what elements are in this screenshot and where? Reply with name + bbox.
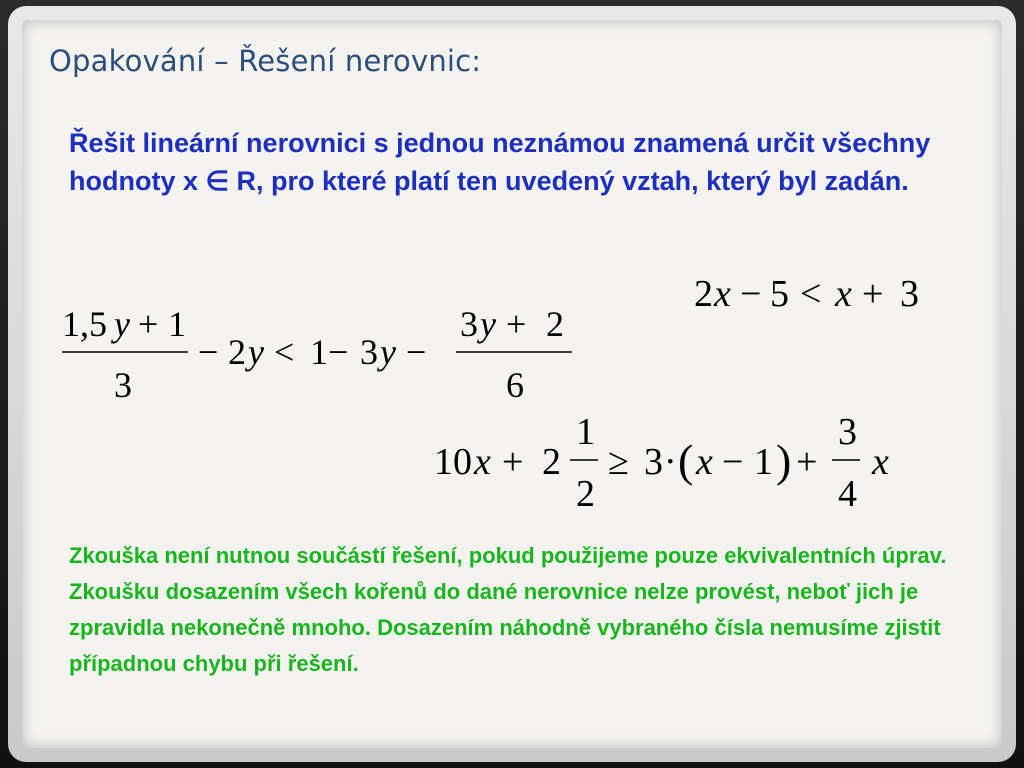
eq2-num2-3: 3 bbox=[460, 304, 478, 344]
eq3-frac-num: 3 bbox=[838, 411, 857, 453]
eq2-minus-3: − bbox=[406, 332, 427, 372]
eq2-minus-1: − bbox=[198, 332, 219, 372]
equation-3 bbox=[430, 404, 910, 514]
eq3-var-x2: x bbox=[696, 441, 713, 483]
eq1-term-5: 5 bbox=[770, 273, 789, 315]
eq1-less-than: < bbox=[800, 273, 822, 315]
eq3-3: 3 bbox=[644, 441, 663, 483]
eq2-num2-2: 2 bbox=[546, 304, 564, 344]
eq3-plus-2: + bbox=[796, 441, 818, 483]
eq2-den2-6: 6 bbox=[506, 365, 524, 405]
eq1-var-x: x bbox=[714, 273, 731, 315]
eq2-num1-1: 1 bbox=[168, 304, 186, 344]
eq2-num1-15: 1,5 bbox=[62, 304, 107, 344]
eq1-minus: − bbox=[740, 273, 762, 315]
eq2-2: 2 bbox=[228, 332, 246, 372]
eq2-var-y2: y bbox=[380, 332, 396, 372]
eq2-1: 1 bbox=[310, 332, 328, 372]
eq3-plus-1: + bbox=[502, 441, 524, 483]
eq2-num1-plus: + bbox=[138, 304, 159, 344]
eq1-term-3: 3 bbox=[900, 273, 919, 315]
eq2-less-than: < bbox=[274, 332, 295, 372]
eq2-num2-var-y: y bbox=[480, 304, 496, 344]
eq3-half-num: 1 bbox=[576, 411, 595, 453]
equation-1 bbox=[690, 268, 950, 320]
eq1-var-x2: x bbox=[835, 273, 852, 315]
eq3-half-den: 2 bbox=[576, 473, 595, 514]
eq2-num1-var-y: y bbox=[114, 304, 130, 344]
note-paragraph: Zkouška není nutnou součástí řešení, pokud použijeme pouze ekvivalentních úprav. Zkoušku dosazením všech kořenů do dané nerovnice nelze provést, neboť jich je zpravidla nekonečně mnoho. Dosazením náhodně vybraného čísla nemusíme zjistit případnou chybu při řešení. bbox=[69, 543, 947, 676]
eq2-var-y: y bbox=[248, 332, 264, 372]
eq3-paren-close: ) bbox=[776, 435, 792, 486]
eq3-var-x: x bbox=[474, 441, 491, 483]
eq3-geq: ≥ bbox=[608, 441, 629, 483]
eq3-10: 10 bbox=[434, 441, 472, 483]
eq2-den1-3: 3 bbox=[114, 365, 132, 405]
slide-title: Opakování – Řešení nerovnic: bbox=[49, 44, 482, 78]
eq3-var-x3: x bbox=[872, 441, 889, 483]
eq1-plus: + bbox=[862, 273, 884, 315]
eq3-frac-den: 4 bbox=[838, 473, 857, 514]
eq3-paren-open: ( bbox=[678, 435, 694, 486]
equation-2 bbox=[56, 296, 586, 408]
eq2-3: 3 bbox=[360, 332, 378, 372]
intro-paragraph: Řešit lineární nerovnici s jednou neznámou znamená určit všechny hodnoty x ∈ R, pro které platí ten uvedený vztah, který byl zadán. bbox=[69, 128, 931, 196]
eq3-minus: − bbox=[722, 441, 744, 483]
eq3-1: 1 bbox=[754, 441, 773, 483]
eq3-2: 2 bbox=[542, 441, 561, 483]
eq3-dot: · bbox=[664, 441, 677, 483]
eq1-term-2: 2 bbox=[694, 273, 713, 315]
eq2-minus-2: − bbox=[328, 332, 349, 372]
eq2-num2-plus: + bbox=[506, 304, 527, 344]
